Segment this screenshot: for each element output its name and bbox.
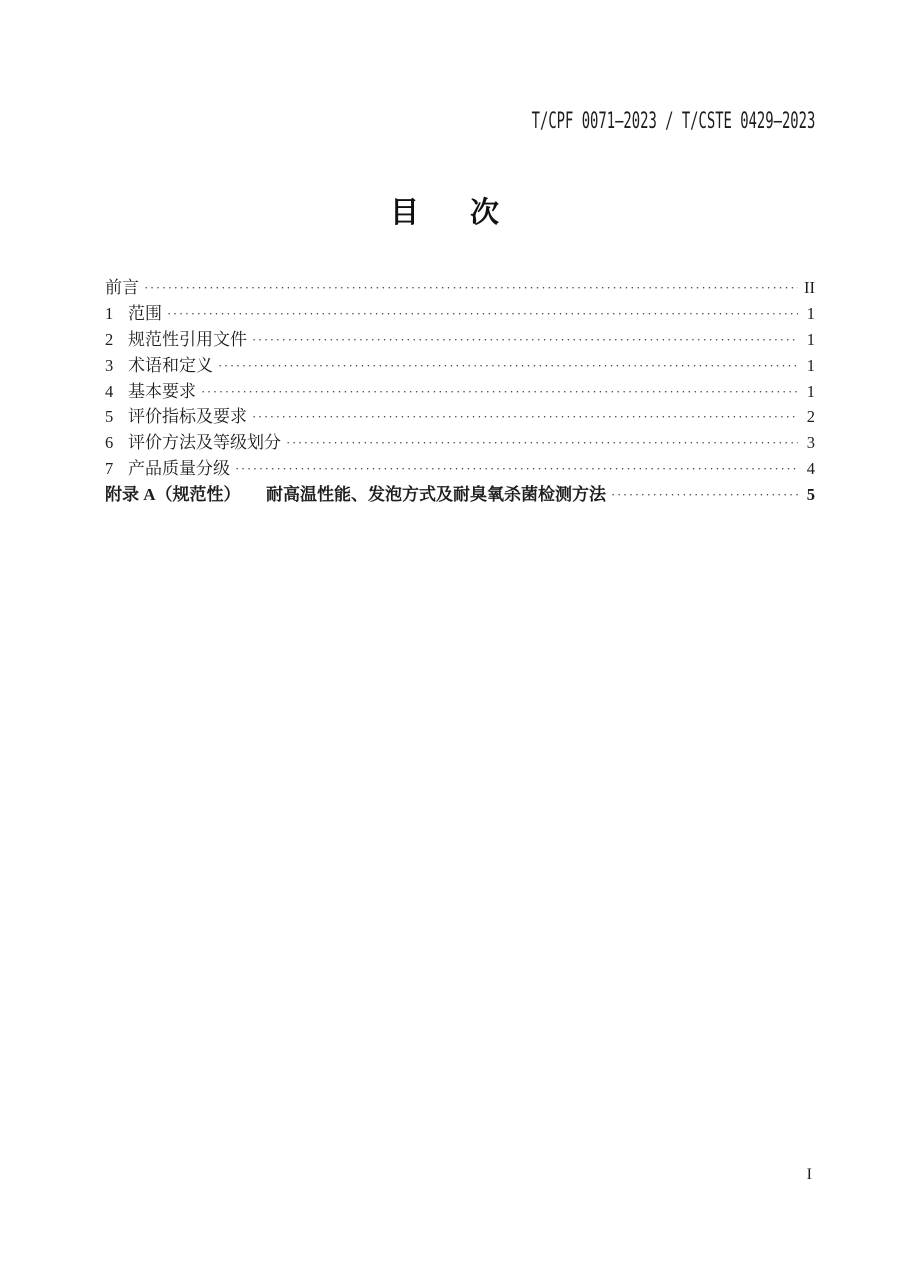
toc-entry-page: 3 [806,433,815,453]
toc-entry-label: 评价指标及要求 [128,407,247,427]
toc-entry-label: 术语和定义 [128,355,213,375]
toc-entry-number: 1 [105,303,114,323]
toc-entry [105,273,815,299]
toc-entry-number: 5 [105,407,114,427]
toc-leader-dots [167,306,798,322]
toc-entry [105,402,815,428]
toc-entry-label: 范围 [128,303,162,323]
toc-entry-page: 1 [806,329,815,349]
toc-entry [105,299,815,325]
toc-entry-label: 前言 [105,278,139,297]
toc-entry-page: 5 [806,485,815,505]
toc-leader-dots [286,435,798,451]
toc-entry-page: 2 [806,407,815,427]
standard-code: T/CPF 0071—2023 / T/CSTE 0429—2023 [531,109,815,134]
toc-leader-dots [235,461,798,477]
toc-entry-page: 4 [806,459,815,479]
toc-leader-dots [252,409,798,425]
toc-entry [105,480,815,506]
toc-leader-dots [201,384,798,400]
toc-leader-dots [218,358,798,374]
toc-leader-dots [252,332,798,348]
toc-entry [105,428,815,454]
toc-entry-label: 附录 A（规范性） 耐高温性能、发泡方式及耐臭氧杀菌检测方法 [105,485,607,505]
toc-entry-page: 1 [806,303,815,323]
toc-entry-label: 基本要求 [128,381,196,401]
toc-entry-label: 产品质量分级 [128,459,230,479]
toc-entry-number: 3 [105,355,114,375]
toc-entry-page: II [804,278,815,297]
toc-entry-number: 7 [105,459,114,479]
toc-entry-label: 规范性引用文件 [128,329,247,349]
toc-leader-dots [611,487,798,503]
toc-entry [105,325,815,351]
toc-entry [105,351,815,377]
toc-entry-number: 4 [105,381,114,401]
toc-entry-page: 1 [806,381,815,401]
toc-entry-label: 评价方法及等级划分 [128,433,281,453]
toc-entry [105,454,815,480]
toc-list [105,273,815,506]
toc-entry [105,377,815,403]
toc-entry-number: 6 [105,433,114,453]
footer-page-number: I [806,1166,812,1183]
page-title: 目 次 [389,197,510,229]
toc-entry-page: 1 [806,355,815,375]
toc-entry-number: 2 [105,329,114,349]
toc-leader-dots [144,280,798,296]
